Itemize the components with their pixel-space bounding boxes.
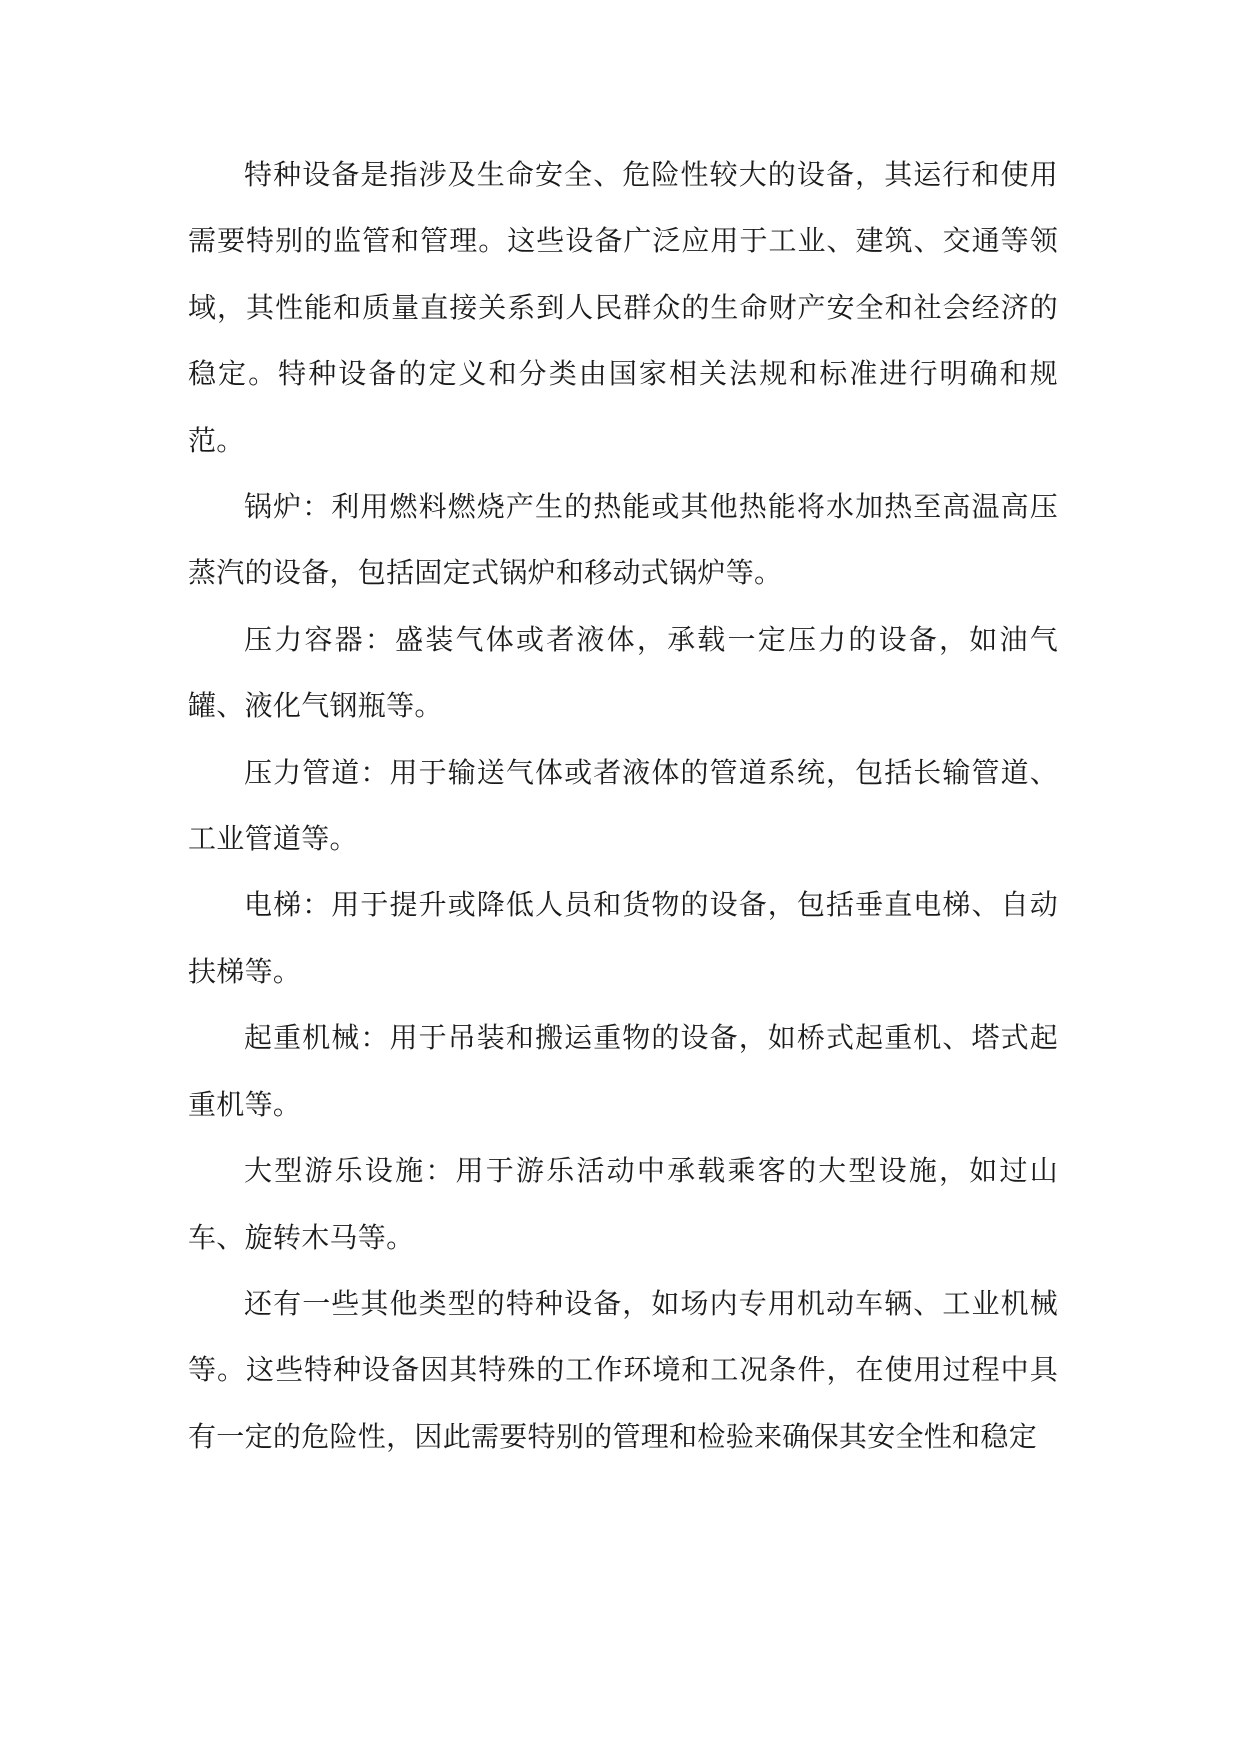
paragraph-elevator: 电梯：用于提升或降低人员和货物的设备，包括垂直电梯、自动扶梯等。 [188, 888, 1058, 988]
paragraph-amusement-facility: 大型游乐设施：用于游乐活动中承载乘客的大型设施，如过山车、旋转木马等。 [188, 1154, 1058, 1254]
paragraph-lifting-machinery: 起重机械：用于吊装和搬运重物的设备，如桥式起重机、塔式起重机等。 [188, 1021, 1058, 1121]
paragraph-other-equipment: 还有一些其他类型的特种设备，如场内专用机动车辆、工业机械等。这些特种设备因其特殊的工作环境和工况条件，在使用过程中具有一定的危险性，因此需要特别的管理和检验来确保其安全性和稳定 [188, 1286, 1058, 1453]
paragraph-pressure-vessel: 压力容器：盛装气体或者液体，承载一定压力的设备，如油气罐、液化气钢瓶等。 [188, 622, 1058, 723]
document-body [188, 142, 1058, 1470]
paragraph-pressure-pipeline: 压力管道：用于输送气体或者液体的管道系统，包括长输管道、工业管道等。 [188, 755, 1058, 856]
paragraph-intro: 特种设备是指涉及生命安全、危险性较大的设备，其运行和使用需要特别的监管和管理。这些设备广泛应用于工业、建筑、交通等领域，其性能和质量直接关系到人民群众的生命财产安全和社会经济的稳定。特种设备的定义和分类由国家相关法规和标准进行明确和规范。 [188, 158, 1058, 457]
paragraph-boiler: 锅炉：利用燃料燃烧产生的热能或其他热能将水加热至高温高压蒸汽的设备，包括固定式锅炉和移动式锅炉等。 [188, 490, 1058, 590]
